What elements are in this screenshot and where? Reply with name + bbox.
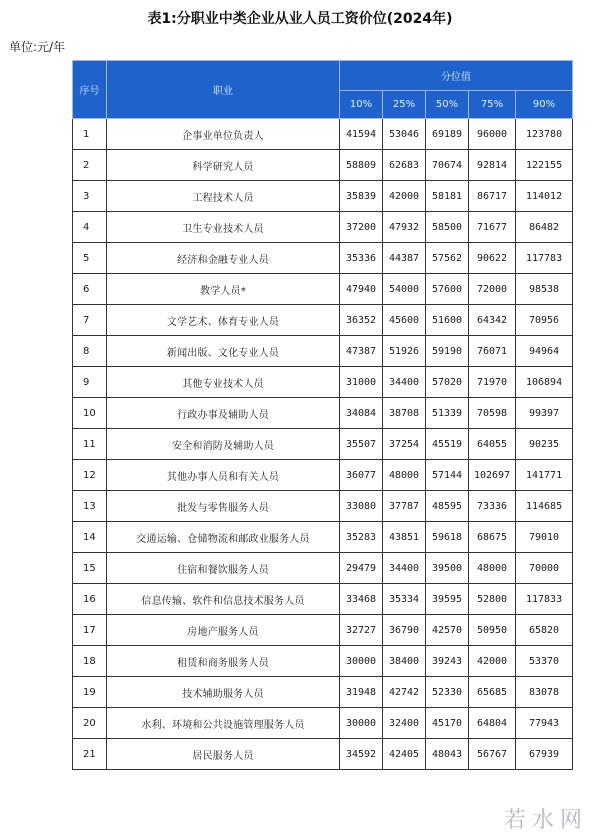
occupation-cell: 企事业单位负责人: [107, 119, 340, 150]
p75-cell: 70598: [469, 398, 516, 429]
watermark-text: 若水网: [503, 808, 588, 833]
occupation-cell: 新闻出版、文化专业人员: [107, 336, 340, 367]
p25-cell: 35334: [383, 584, 426, 615]
p90-cell: 90235: [516, 429, 573, 460]
p50-cell: 59190: [426, 336, 469, 367]
p25-cell: 42405: [383, 739, 426, 770]
p25-cell: 53046: [383, 119, 426, 150]
p25-cell: 34400: [383, 367, 426, 398]
p75-cell: 48000: [469, 553, 516, 584]
p75-cell: 71970: [469, 367, 516, 398]
row-index: 5: [73, 243, 107, 274]
p50-cell: 42570: [426, 615, 469, 646]
p75-cell: 72000: [469, 274, 516, 305]
p75-cell: 86717: [469, 181, 516, 212]
unit-label: 单位:元/年: [9, 40, 66, 54]
p90-cell: 99397: [516, 398, 573, 429]
p90-cell: 117833: [516, 584, 573, 615]
occupation-cell: 交通运输、仓储物流和邮政业服务人员: [107, 522, 340, 553]
p50-cell: 39243: [426, 646, 469, 677]
p10-cell: 37200: [340, 212, 383, 243]
p10-cell: 41594: [340, 119, 383, 150]
row-index: 18: [73, 646, 107, 677]
p50-cell: 39595: [426, 584, 469, 615]
p75-cell: 56767: [469, 739, 516, 770]
p90-cell: 70956: [516, 305, 573, 336]
header-p10: 10%: [340, 91, 383, 119]
p25-cell: 45600: [383, 305, 426, 336]
occupation-cell: 信息传输、软件和信息技术服务人员: [107, 584, 340, 615]
p75-cell: 68675: [469, 522, 516, 553]
p25-cell: 48000: [383, 460, 426, 491]
table-row: [73, 615, 573, 646]
p90-cell: 117783: [516, 243, 573, 274]
p75-cell: 76071: [469, 336, 516, 367]
table-row: [73, 150, 573, 181]
row-index: 4: [73, 212, 107, 243]
p50-cell: 52330: [426, 677, 469, 708]
row-index: 17: [73, 615, 107, 646]
p50-cell: 57020: [426, 367, 469, 398]
header-percentile-group: 分位值: [340, 61, 573, 91]
p75-cell: 92814: [469, 150, 516, 181]
occupation-cell: 工程技术人员: [107, 181, 340, 212]
p75-cell: 64804: [469, 708, 516, 739]
row-index: 7: [73, 305, 107, 336]
p25-cell: 43851: [383, 522, 426, 553]
p90-cell: 114685: [516, 491, 573, 522]
p75-cell: 52800: [469, 584, 516, 615]
p90-cell: 141771: [516, 460, 573, 491]
table-row: [73, 708, 573, 739]
p25-cell: 42742: [383, 677, 426, 708]
p10-cell: 47387: [340, 336, 383, 367]
p90-cell: 65820: [516, 615, 573, 646]
occupation-cell: 行政办事及辅助人员: [107, 398, 340, 429]
table-row: [73, 367, 573, 398]
wage-table-container: [72, 60, 572, 770]
p25-cell: 62683: [383, 150, 426, 181]
p10-cell: 35336: [340, 243, 383, 274]
p90-cell: 70000: [516, 553, 573, 584]
row-index: 19: [73, 677, 107, 708]
p10-cell: 47940: [340, 274, 383, 305]
p75-cell: 102697: [469, 460, 516, 491]
occupation-cell: 其他办事人员和有关人员: [107, 460, 340, 491]
p90-cell: 53370: [516, 646, 573, 677]
p10-cell: 35507: [340, 429, 383, 460]
p25-cell: 38400: [383, 646, 426, 677]
table-row: [73, 212, 573, 243]
p75-cell: 64055: [469, 429, 516, 460]
occupation-cell: 租赁和商务服务人员: [107, 646, 340, 677]
table-header: [73, 61, 573, 119]
row-index: 1: [73, 119, 107, 150]
p10-cell: 33468: [340, 584, 383, 615]
occupation-cell: 卫生专业技术人员: [107, 212, 340, 243]
occupation-cell: 技术辅助服务人员: [107, 677, 340, 708]
occupation-cell: 科学研究人员: [107, 150, 340, 181]
row-index: 10: [73, 398, 107, 429]
p25-cell: 51926: [383, 336, 426, 367]
p90-cell: 122155: [516, 150, 573, 181]
row-index: 15: [73, 553, 107, 584]
p50-cell: 51339: [426, 398, 469, 429]
p10-cell: 30000: [340, 646, 383, 677]
p10-cell: 34084: [340, 398, 383, 429]
table-row: [73, 522, 573, 553]
table-row: [73, 646, 573, 677]
row-index: 16: [73, 584, 107, 615]
p10-cell: 35283: [340, 522, 383, 553]
table-row: [73, 491, 573, 522]
row-index: 2: [73, 150, 107, 181]
p10-cell: 58809: [340, 150, 383, 181]
p75-cell: 65685: [469, 677, 516, 708]
header-p25: 25%: [383, 91, 426, 119]
p50-cell: 58500: [426, 212, 469, 243]
p10-cell: 31948: [340, 677, 383, 708]
p10-cell: 34592: [340, 739, 383, 770]
row-index: 11: [73, 429, 107, 460]
occupation-cell: 房地产服务人员: [107, 615, 340, 646]
table-row: [73, 739, 573, 770]
row-index: 9: [73, 367, 107, 398]
p50-cell: 57144: [426, 460, 469, 491]
table-row: [73, 336, 573, 367]
header-p50: 50%: [426, 91, 469, 119]
table-row: [73, 553, 573, 584]
p10-cell: 33080: [340, 491, 383, 522]
p25-cell: 38708: [383, 398, 426, 429]
p50-cell: 57600: [426, 274, 469, 305]
p25-cell: 36790: [383, 615, 426, 646]
p90-cell: 86482: [516, 212, 573, 243]
p50-cell: 57562: [426, 243, 469, 274]
occupation-cell: 批发与零售服务人员: [107, 491, 340, 522]
table-row: [73, 398, 573, 429]
p25-cell: 37254: [383, 429, 426, 460]
table-row: [73, 677, 573, 708]
p10-cell: 36077: [340, 460, 383, 491]
p90-cell: 79010: [516, 522, 573, 553]
p25-cell: 32400: [383, 708, 426, 739]
table-row: [73, 181, 573, 212]
p25-cell: 47932: [383, 212, 426, 243]
occupation-cell: 水利、环境和公共设施管理服务人员: [107, 708, 340, 739]
occupation-cell: 经济和金融专业人员: [107, 243, 340, 274]
p25-cell: 34400: [383, 553, 426, 584]
p50-cell: 51600: [426, 305, 469, 336]
p50-cell: 59618: [426, 522, 469, 553]
p10-cell: 31000: [340, 367, 383, 398]
p90-cell: 98538: [516, 274, 573, 305]
occupation-cell: 其他专业技术人员: [107, 367, 340, 398]
p90-cell: 67939: [516, 739, 573, 770]
p90-cell: 77943: [516, 708, 573, 739]
p90-cell: 114012: [516, 181, 573, 212]
header-occupation: 职业: [107, 61, 340, 119]
p75-cell: 64342: [469, 305, 516, 336]
page-title: 表1:分职业中类企业从业人员工资价位(2024年): [147, 11, 453, 27]
row-index: 8: [73, 336, 107, 367]
p10-cell: 36352: [340, 305, 383, 336]
table-row: [73, 584, 573, 615]
p75-cell: 96000: [469, 119, 516, 150]
table-body: [73, 119, 573, 770]
p50-cell: 70674: [426, 150, 469, 181]
header-p90: 90%: [516, 91, 573, 119]
table-row: [73, 429, 573, 460]
occupation-cell: 住宿和餐饮服务人员: [107, 553, 340, 584]
p90-cell: 94964: [516, 336, 573, 367]
occupation-cell: 文学艺术、体育专业人员: [107, 305, 340, 336]
p10-cell: 29479: [340, 553, 383, 584]
row-index: 21: [73, 739, 107, 770]
row-index: 3: [73, 181, 107, 212]
p75-cell: 42000: [469, 646, 516, 677]
header-index: 序号: [73, 61, 107, 119]
row-index: 6: [73, 274, 107, 305]
p10-cell: 32727: [340, 615, 383, 646]
table-row: [73, 460, 573, 491]
p75-cell: 50950: [469, 615, 516, 646]
p50-cell: 48043: [426, 739, 469, 770]
p50-cell: 58181: [426, 181, 469, 212]
table-row: [73, 243, 573, 274]
occupation-cell: 居民服务人员: [107, 739, 340, 770]
p90-cell: 83078: [516, 677, 573, 708]
p10-cell: 35839: [340, 181, 383, 212]
p75-cell: 90622: [469, 243, 516, 274]
p50-cell: 69189: [426, 119, 469, 150]
row-index: 20: [73, 708, 107, 739]
table-row: [73, 274, 573, 305]
p75-cell: 73336: [469, 491, 516, 522]
table-row: [73, 305, 573, 336]
p50-cell: 48595: [426, 491, 469, 522]
p25-cell: 37787: [383, 491, 426, 522]
row-index: 12: [73, 460, 107, 491]
p25-cell: 44387: [383, 243, 426, 274]
p75-cell: 71677: [469, 212, 516, 243]
wage-table: [72, 60, 573, 770]
row-index: 14: [73, 522, 107, 553]
p50-cell: 39500: [426, 553, 469, 584]
p25-cell: 54000: [383, 274, 426, 305]
p50-cell: 45519: [426, 429, 469, 460]
occupation-cell: 安全和消防及辅助人员: [107, 429, 340, 460]
occupation-cell: 教学人员*: [107, 274, 340, 305]
p10-cell: 30000: [340, 708, 383, 739]
row-index: 13: [73, 491, 107, 522]
p50-cell: 45170: [426, 708, 469, 739]
p90-cell: 106894: [516, 367, 573, 398]
p25-cell: 42000: [383, 181, 426, 212]
p90-cell: 123780: [516, 119, 573, 150]
header-p75: 75%: [469, 91, 516, 119]
table-row: [73, 119, 573, 150]
